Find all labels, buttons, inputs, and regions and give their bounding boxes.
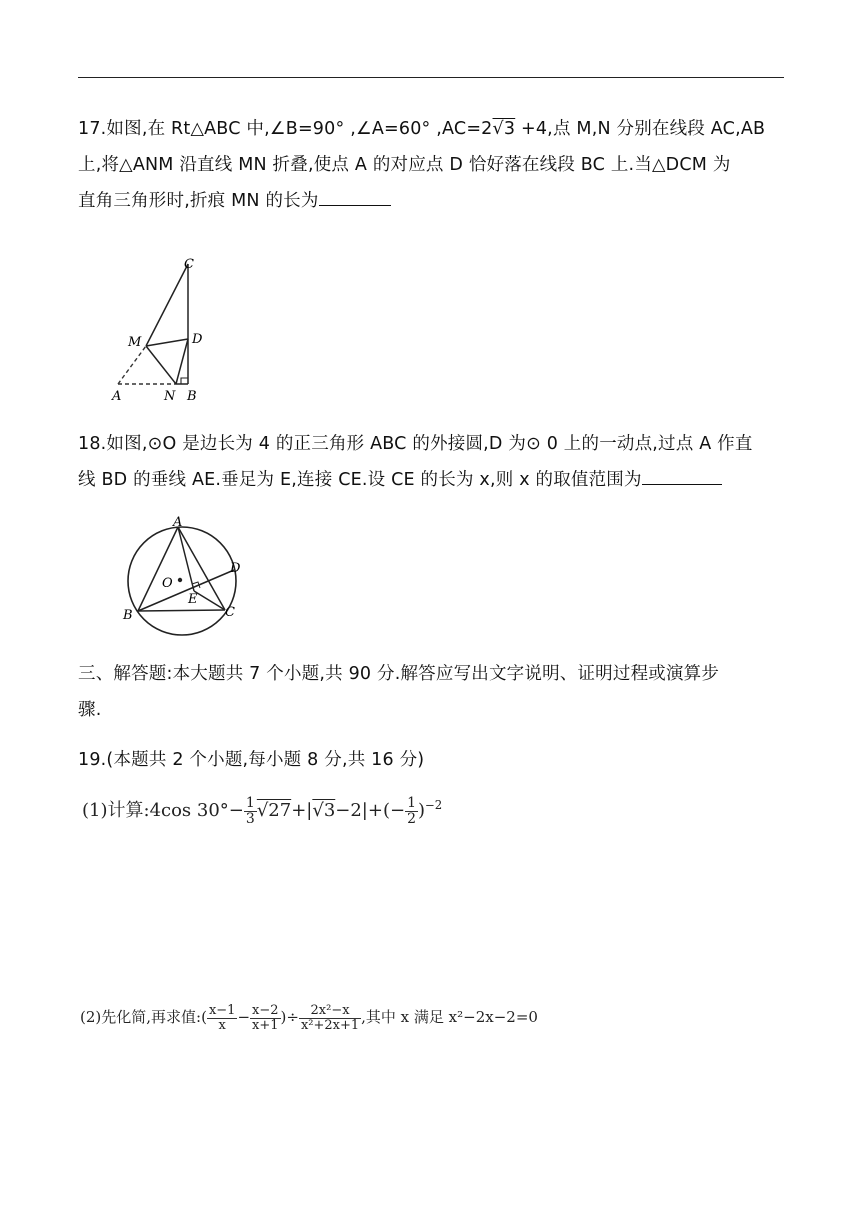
q18-line-1: 18.如图,⊙O 是边长为 4 的正三角形 ABC 的外接圆,D 为⊙ 0 上的一动点,过点 A 作直 xyxy=(78,434,753,454)
label-D: D xyxy=(192,332,203,347)
label-E: E xyxy=(188,592,198,607)
q17-line-3: 直角三角形时,折痕 MN 的长为 xyxy=(78,183,788,219)
label-B: B xyxy=(123,608,133,623)
part-2-label: (2)先化简,再求值: xyxy=(80,1008,202,1027)
q19-part-2: (2)先化简,再求值:( $\frac{x-1}{x}$ − $\frac{x-2}{x+1}$ )÷ $\frac{\text{2x²−x}}{\text{x²+2x+1}}$ ,其中 x 满足 x²−2x−2=0 xyxy=(80,1003,538,1033)
label-C: C xyxy=(225,605,235,620)
label-O: O xyxy=(162,576,173,591)
sqrt3-symbol: √3 xyxy=(492,119,516,139)
label-A: A xyxy=(112,389,122,404)
label-M: M xyxy=(128,335,142,350)
question-17 xyxy=(78,111,788,219)
section-3-line-2: 骤. xyxy=(78,700,102,720)
label-C: C xyxy=(184,257,194,272)
label-D: D xyxy=(230,561,241,576)
q17-triangle-figure xyxy=(108,250,218,405)
q18-line-2: 线 BD 的垂线 AE.垂足为 E,连接 CE.设 CE 的长为 x,则 x 的取值范围为 xyxy=(78,462,788,498)
label-A: A xyxy=(173,515,183,530)
label-N: N xyxy=(164,389,176,404)
header-rule xyxy=(78,77,784,78)
q17-line-1: 17.如图,在 Rt△ABC 中,∠B=90° ,∠A=60° ,AC=2√3 +4,点 M,N 分别在线段 AC,AB xyxy=(78,119,766,139)
q18-circle-figure xyxy=(118,512,258,637)
answer-blank-17 xyxy=(319,187,391,206)
section-3-intro xyxy=(78,656,788,728)
label-B: B xyxy=(187,389,197,404)
answer-blank-18 xyxy=(642,466,722,485)
q19-part-1: (1)计算:4cos 30°− $\frac{1}{3}$ √27+|√3−2|+(− $\frac{1}{2}$ )$^{-2}$ xyxy=(82,795,443,827)
question-19-header: 19.(本题共 2 个小题,每小题 8 分,共 16 分) xyxy=(78,750,425,770)
section-3-line-1: 三、解答题:本大题共 7 个小题,共 90 分.解答应写出文字说明、证明过程或演算步 xyxy=(78,664,720,684)
question-18 xyxy=(78,426,788,498)
q17-line-2: 上,将△ANM 沿直线 MN 折叠,使点 A 的对应点 D 恰好落在线段 BC 上.当△DCM 为 xyxy=(78,155,731,175)
part-1-label: (1)计算: xyxy=(82,800,150,822)
